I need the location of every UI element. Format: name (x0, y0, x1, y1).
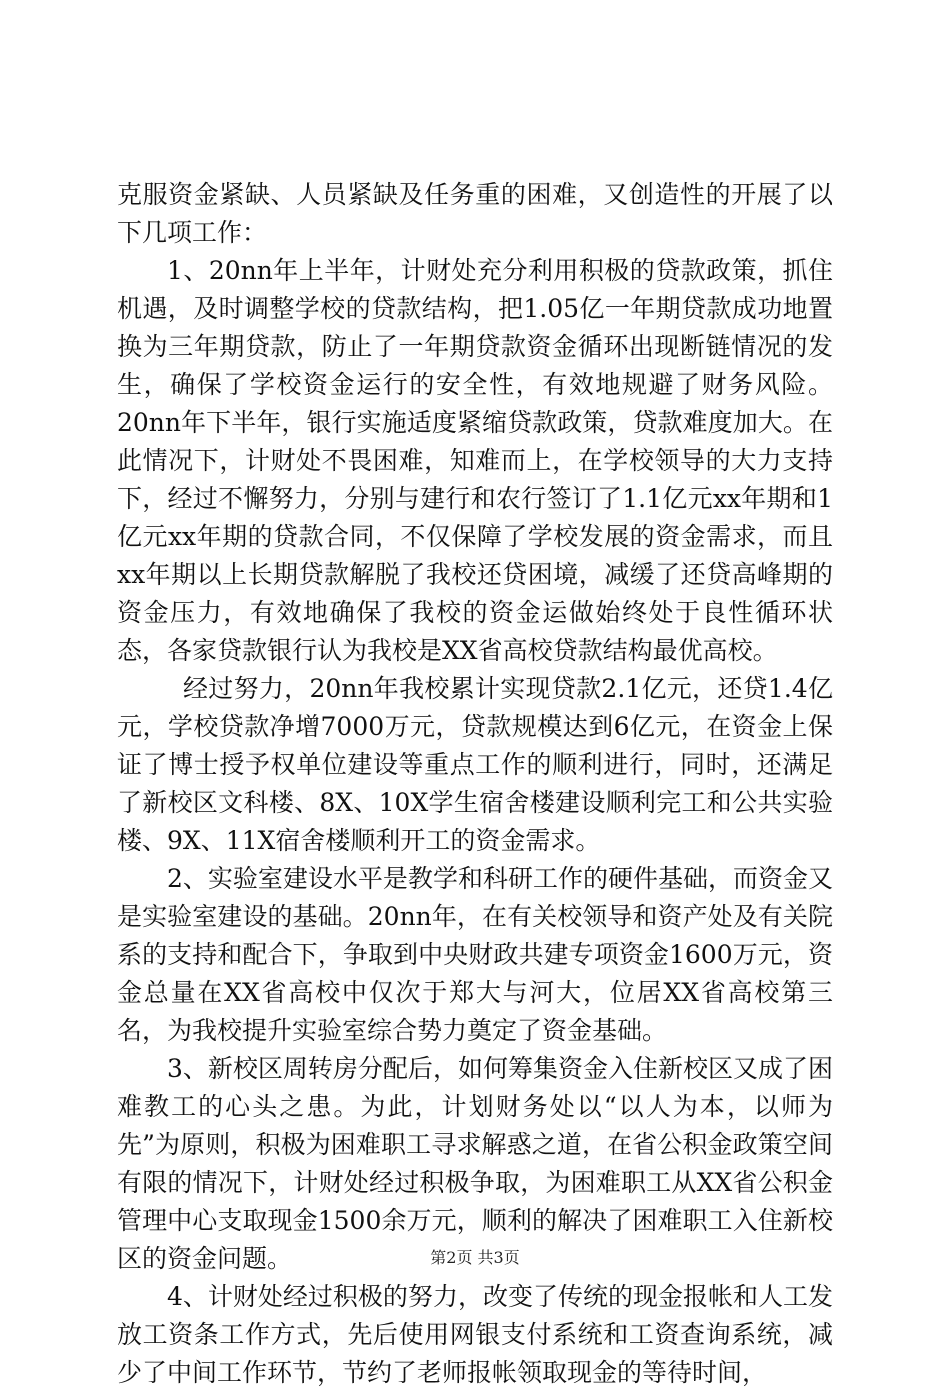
paragraph-item-3: 3、新校区周转房分配后，如何筹集资金入住新校区又成了困难教工的心头之患。为此，计划财务处以“以人为本，以师为先”为原则，积极为困难职工寻求解惑之道，在省公积金政策空间有限的情况下，计财处经过积极争取，为困难职工从XX省公积金管理中心支取现金1500余万元，顺利的解决了困难职工入住新校区的资金问题。 (117, 1054, 833, 1273)
paragraph-intro: 克服资金紧缺、人员紧缺及任务重的困难，又创造性的开展了以下几项工作： (117, 180, 833, 247)
paragraph-loan-summary: 经过努力，20nn年我校累计实现贷款2.1亿元，还贷1.4亿元，学校贷款净增7000万元，贷款规模达到6亿元，在资金上保证了博士授予权单位建设等重点工作的顺利进行，同时，还满足了新校区文科楼、8X、10X学生宿舍楼建设顺利完工和公共实验楼、9X、11X宿舍楼顺利开工的资金需求。 (117, 674, 833, 855)
paragraph-item-2: 2、实验室建设水平是教学和科研工作的硬件基础，而资金又是实验室建设的基础。20nn年，在有关校领导和资产处及有关院系的支持和配合下，争取到中央财政共建专项资金1600万元，资金总量在XX省高校中仅次于郑大与河大，位居XX省高校第三名，为我校提升实验室综合势力奠定了资金基础。 (117, 864, 833, 1045)
page-number-footer: 第2页 共3页 (430, 1248, 520, 1267)
paragraph-item-4: 4、计财处经过积极的努力，改变了传统的现金报帐和人工发放工资条工作方式，先后使用网银支付系统和工资查询系统，减少了中间工作环节，节约了老师报帐领取现金的等待时间， (117, 1282, 833, 1387)
document-body (117, 176, 833, 1392)
paragraph-item-1: 1、20nn年上半年，计财处充分利用积极的贷款政策，抓住机遇，及时调整学校的贷款结构，把1.05亿一年期贷款成功地置换为三年期贷款，防止了一年期贷款资金循环出现断链情况的发生，确保了学校资金运行的安全性，有效地规避了财务风险。20nn年下半年，银行实施适度紧缩贷款政策，贷款难度加大。在此情况下，计财处不畏困难，知难而上，在学校领导的大力支持下，经过不懈努力，分别与建行和农行签订了1.1亿元xx年期和1亿元xx年期的贷款合同，不仅保障了学校发展的资金需求，而且xx年期以上长期贷款解脱了我校还贷困境，减缓了还贷高峰期的资金压力，有效地确保了我校的资金运做始终处于良性循环状态，各家贷款银行认为我校是XX省高校贷款结构最优高校。 (117, 256, 833, 665)
